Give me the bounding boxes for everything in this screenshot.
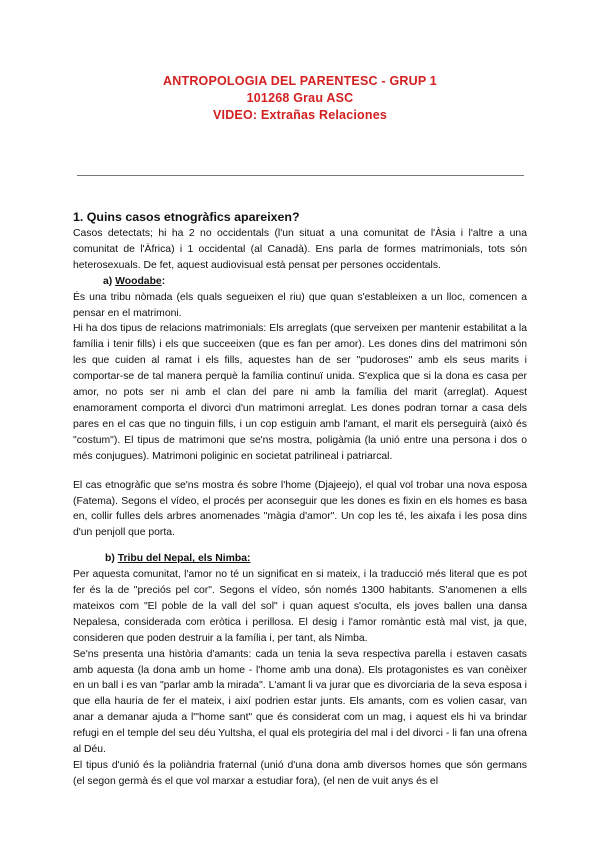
horizontal-divider xyxy=(77,175,524,176)
section-b-paragraph: Se'ns presenta una història d'amants: cada un tenia la seva respectiva parella i estaven casats amb aquesta (la dona amb un home - l'home amb una dona). Els protagonistes es van conèixer en un ball i es van "parlar amb la mirada". L'amant li va jurar que es divorciaria de la seva esposa i que ella hauria de fer el mateix, i així podrien estar junts. Els amants, com es volien casar, van anar a demanar ajuda a l'"home sant" que és considerat com un mag, i aquest els hi va brindar refugi en el temple del seu déu Yultsha, el qual els protegiria del mal i del divorci - li fan una ofrena al Déu. xyxy=(73,648,527,756)
section-a-paragraph: És una tribu nòmada (els quals segueixen el riu) que quan s'estableixen a un lloc, comencen a pensar en el matrimoni. xyxy=(73,291,527,319)
section-a-title: Woodabe xyxy=(115,275,162,287)
section-a-paragraph: Hi ha dos tipus de relacions matrimonials: Els arreglats (que serveixen per mantenir estabilitat a la família i tenir fills) i els que succeeixen (que es fan per amor). Les dones dins del matrimoni són les que cuiden al ramat i els fills, aquestes han de ser "pudoroses" amb els seus marits i comportar-se de tal manera perquè la família continuï unida. S'explica que si la dona es casa per amor, no pots ser ni amb el clan del pare ni amb la família del marit (arreglat). Aquest enamorament comporta el divorci d'un matrimoni arreglat. Les dones podran tornar a casa dels pares en el cas que no tinguin fills, i un cop estiguin amb l'amant, el marit els perseguirà (això és "costum"). El tipus de matrimoni que se'ns mostra, poligàmia (la unió entre una persona i dos o més conjugues). Matrimoni poliginic en societat patrilineal i patriarcal. xyxy=(73,323,527,462)
section-a-prefix: a) xyxy=(103,275,116,287)
section-b-prefix: b) xyxy=(105,553,118,565)
course-title: ANTROPOLOGIA DEL PARENTESC - GRUP 1 xyxy=(163,74,437,88)
section-b-title: Tribu del Nepal, els Nimba: xyxy=(117,553,251,565)
section-a-suffix: : xyxy=(161,275,166,287)
question-heading: 1. Quins casos etnogràfics apareixen? xyxy=(73,210,300,224)
course-code: 101268 Grau ASC xyxy=(246,91,354,105)
section-a-paragraph: El cas etnogràfic que se'ns mostra és sobre l'home (Djajeejo), el qual vol trobar una nova esposa (Fatema). Segons el vídeo, el procés per aconseguir que les dones es fixin en els homes es basa en, collir fulles dels arbres anomenades "màgia d'amor". Un cop les té, les aixafa i les posa dins d'un penjoll que porta. xyxy=(73,479,527,539)
section-b-paragraph: El tipus d'unió és la poliàndria fraternal (unió d'una dona amb diversos homes que són germans (el segon germà és el que vol marxar a estudiar fora), (el nen de vuit anys és el xyxy=(73,760,527,787)
paragraph-spacer xyxy=(73,541,527,551)
section-b-paragraph: Per aquesta comunitat, l'amor no té un significat en si mateix, i la traducció més literal que es pot fer és la de "preciós pel cor". Segons el vídeo, són només 1300 habitants. S'anomenen a ells mateixos com "El poble de la vall del sol" i quan aquest s'oculta, els joves ballen una dansa Nepalesa, considerada com eròtica i perillosa. El desig i l'amor romàntic està mal vist, ja que, consideren que poden destruir a la família i, per tant, als Nimba. xyxy=(73,569,527,644)
document-header xyxy=(0,73,600,124)
video-title: VIDEO: Extrañas Relaciones xyxy=(212,108,388,122)
paragraph-spacer xyxy=(73,465,527,478)
document-body xyxy=(73,209,527,790)
section-a-heading xyxy=(73,274,527,290)
section-b-heading xyxy=(73,551,527,567)
intro-paragraph: Casos detectats; hi ha 2 no occidentals (l'un situat a una comunitat de l'Àsia i l'altre a una comunitat de l'Àfrica) i 1 occidental (al Canadà). Ens parla de formes matrimonials, tots són heterosexuals. De fet, aquest audiovisual està pensat per persones occidentals. xyxy=(73,228,527,271)
